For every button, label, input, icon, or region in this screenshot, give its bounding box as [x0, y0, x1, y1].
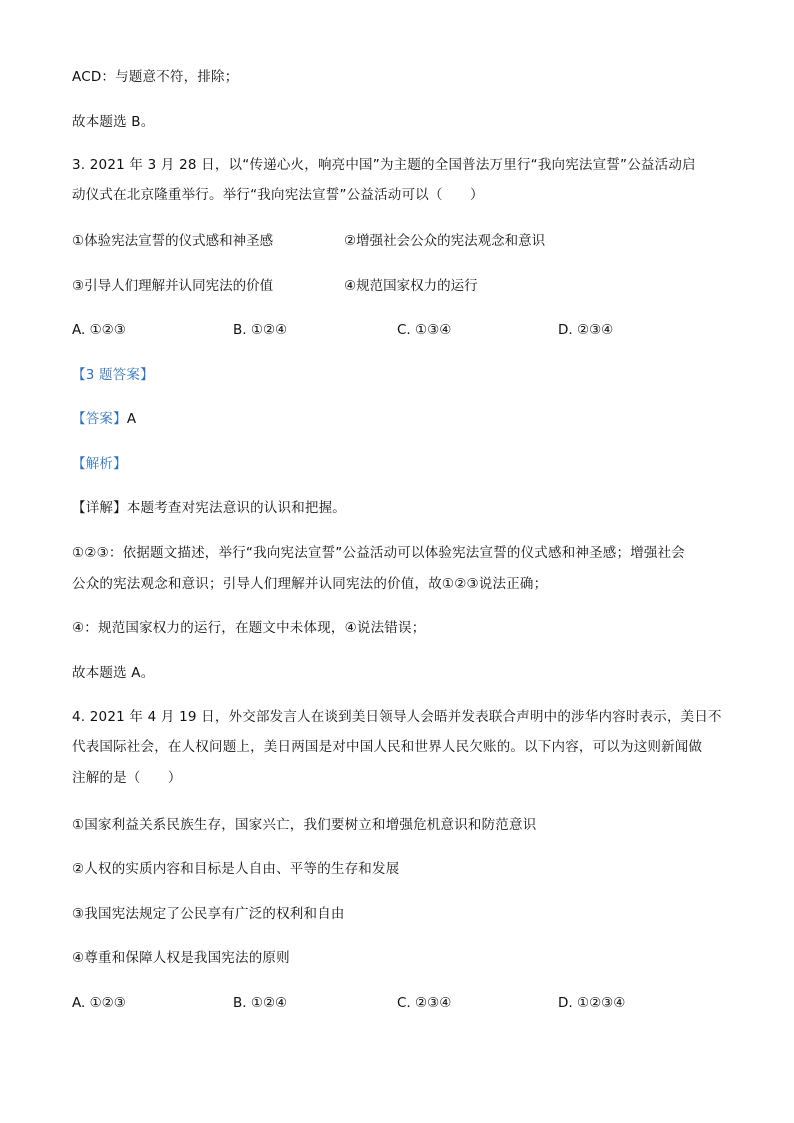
q3-option-a: A. ①②③ [72, 322, 126, 338]
q3-option-c: C. ①③④ [397, 322, 452, 338]
prev-conclusion-line: 故本题选 B。 [72, 114, 155, 130]
q3-stem-line-1: 3. 2021 年 3 月 28 日，以“传递心火，响亮中国”为主题的全国普法万里行“我向宪法宣誓”公益活动启 [72, 157, 696, 173]
q4-item-1: ①国家利益关系民族生存，国家兴亡，我们要树立和增强危机意识和防范意识 [72, 817, 537, 833]
q3-item-3: ③引导人们理解并认同宪法的价值 [72, 278, 274, 294]
q3-item-4: ④规范国家权力的运行 [344, 278, 478, 294]
q4-option-c: C. ②③④ [397, 995, 452, 1011]
detail-tag: 【详解】 [72, 500, 127, 516]
answer-value: A [126, 411, 137, 427]
q4-item-3: ③我国宪法规定了公民享有广泛的权利和自由 [72, 906, 345, 922]
q4-item-2: ②人权的实质内容和目标是人自由、平等的生存和发展 [72, 861, 400, 877]
q3-explanation-2: ④：规范国家权力的运行，在题文中未体现，④说法错误； [72, 620, 426, 636]
answer-tag: 【答案】 [72, 411, 127, 427]
q3-option-d: D. ②③④ [558, 322, 614, 338]
q3-option-b: B. ①②④ [233, 322, 288, 338]
q4-option-a: A. ①②③ [72, 995, 126, 1011]
q3-conclusion: 故本题选 A。 [72, 665, 155, 681]
q4-stem-line-1: 4. 2021 年 4 月 19 日，外交部发言人在谈到美日领导人会晤并发表联合声明中的涉华内容时表示，美日不 [72, 709, 722, 725]
q3-answer-header: 【3 题答案】 [72, 367, 154, 383]
q4-option-b: B. ①②④ [233, 995, 288, 1011]
detail-text: 本题考查对宪法意识的认识和把握。 [126, 500, 347, 516]
q4-option-d: D. ①②③④ [558, 995, 626, 1011]
q3-item-1: ①体验宪法宣誓的仪式感和神圣感 [72, 233, 274, 249]
q4-item-4: ④尊重和保障人权是我国宪法的原则 [72, 950, 290, 966]
q3-answer-line [72, 409, 722, 429]
q3-explanation-1-line-2: 公众的宪法观念和意识；引导人们理解并认同宪法的价值，故①②③说法正确； [72, 576, 548, 592]
q3-detail-line [72, 498, 722, 518]
q3-explanation-1-line-1: ①②③：依据题文描述，举行“我向宪法宣誓”公益活动可以体验宪法宣誓的仪式感和神圣感；增强社会 [72, 545, 685, 561]
q4-stem-line-2: 代表国际社会，在人权问题上，美日两国是对中国人民和世界人民欠账的。以下内容，可以为这则新闻做 [72, 739, 703, 755]
q3-stem-line-2: 动仪式在北京隆重举行。举行“我向宪法宣誓”公益活动可以（ ） [72, 187, 484, 203]
q4-stem-line-3: 注解的是（ ） [72, 770, 182, 786]
q3-item-2: ②增强社会公众的宪法观念和意识 [344, 233, 546, 249]
prev-explanation-line: ACD：与题意不符，排除； [72, 69, 239, 85]
q3-analysis-tag: 【解析】 [72, 456, 127, 472]
